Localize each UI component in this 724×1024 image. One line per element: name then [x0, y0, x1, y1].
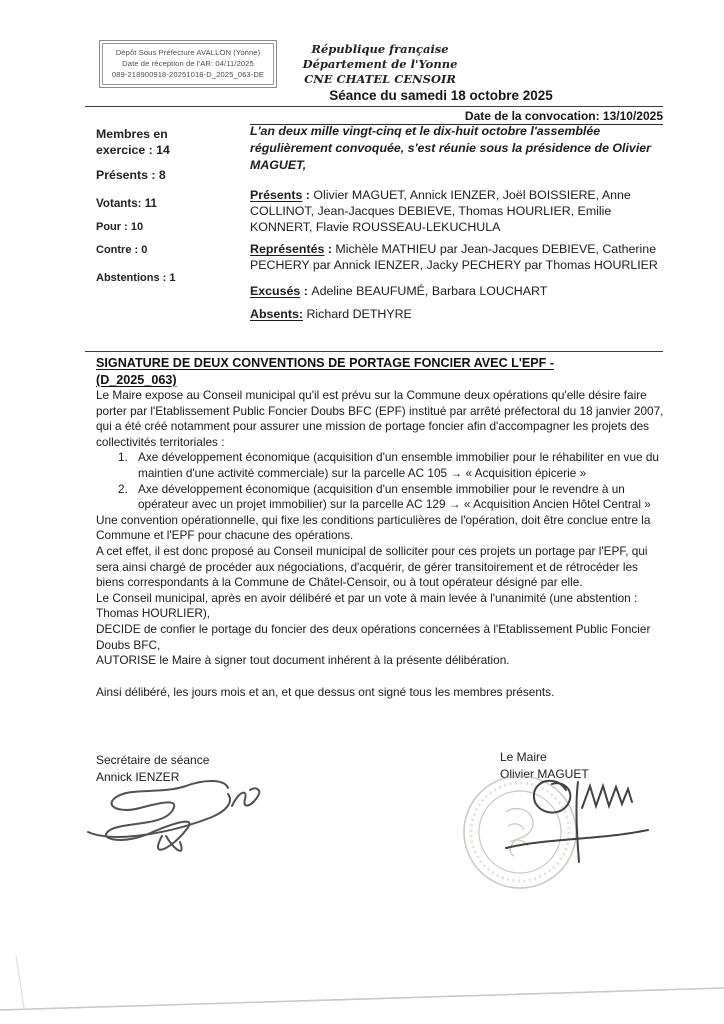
secretary-name: Annick IENZER — [96, 770, 180, 784]
attendance-representes-sep: : — [324, 242, 336, 257]
counter-contre: Contre : 0 — [96, 244, 148, 257]
attendance-representes — [250, 242, 663, 273]
department-line: Département de l'Yonne — [302, 57, 458, 72]
header-divider — [85, 106, 663, 107]
list-item — [118, 482, 665, 513]
vote-counters — [96, 127, 218, 285]
attendance-representes-label: Représentés — [250, 242, 325, 257]
section-divider — [85, 351, 663, 352]
deliberation-body — [96, 388, 665, 700]
mayor-name: Olivier MAGUET — [500, 767, 589, 781]
attendance-excuses-label: Excusés — [250, 284, 301, 299]
attendance-presents — [250, 188, 663, 235]
republic-header — [300, 42, 460, 88]
paragraph-autorise: AUTORISE le Maire à signer tout document inhérent à la présente délibération. — [96, 653, 510, 668]
attendance-excuses-sep: : — [300, 284, 312, 299]
attendance-excuses-names: Adeline BEAUFUMÉ, Barbara LOUCHART — [311, 284, 548, 299]
stamp-line-act-reference: 089-218900918-20251018-D_2025_063-DE — [111, 70, 265, 79]
session-title: Séance du samedi 18 octobre 2025 — [329, 88, 553, 103]
scan-page-edge — [0, 950, 724, 1024]
attendance-presents-names: Olivier MAGUET, Annick IENZER, Joël BOISSIERE, Anne COLLINOT, Jean-Jacques DEBIEVE, Thomas HOURLIER, Emilie KONNERT, Flavie ROUSSEAU-LEKUCHULA — [250, 188, 631, 234]
attendance-absents-label: Absents: — [250, 306, 304, 321]
secretary-handwritten-signature — [82, 772, 282, 872]
session-column — [250, 123, 663, 330]
list-item-number: 2. — [118, 481, 128, 496]
convocation-date: Date de la convocation: 13/10/2025 — [250, 109, 663, 125]
paragraph-convention: Une convention opérationnelle, qui fixe les conditions particulières de l'opération, doit être conclue entre la Commune et l'EPF pour chacune des opérations. — [96, 512, 651, 543]
deliberation-title-line2: (D_2025_063) — [96, 372, 177, 387]
counter-presents: Présents : 8 — [96, 167, 166, 182]
paragraph-expose: Le Maire expose au Conseil municipal qu'il est prévu sur la Commune deux opérations qu'elle désire faire porter par l'Etablissement Public Foncier Doubs BFC (EPF) institué par arrêté préfectoral du 18 janvier 2007, qui a été créé notamment pour assurer une mission de portage foncier afin d'accompagner les projets des collectivités territoriales : — [96, 388, 664, 449]
list-item — [118, 450, 665, 481]
mayor-official-seal-and-signature — [448, 766, 673, 901]
counter-abstentions: Abstentions : 1 — [96, 271, 176, 284]
attendance-absents-names: Richard DETHYRE — [306, 306, 412, 321]
stamp-line-reception-date: Date de réception de l'AR: 04/11/2025 — [122, 59, 254, 68]
republic-line: République française — [311, 42, 449, 56]
attendance-presents-label: Présents — [250, 188, 303, 203]
mayor-role: Le Maire — [500, 750, 547, 764]
attendance-representes-names: Michèle MATHIEU par Jean-Jacques DEBIEVE, Catherine PECHERY par Annick IENZER, Jacky PECHERY par Thomas HOURLIER — [250, 242, 658, 272]
paragraph-vote: Le Conseil municipal, après en avoir délibéré et par un vote à main levée à l'unanimité (une abstention : Thomas HOURLIER), — [96, 590, 638, 621]
paragraph-proposition: A cet effet, il est donc proposé au Conseil municipal de solliciter pour ces projets un portage par l'EPF, qui sera ainsi chargé de procéder aux négociations, d'acquérir, de gérer transitoirement et de rétrocéder les biens correspondants à la Commune de Châtel-Censoir, ou à tout opérateur désigné par elle. — [96, 543, 648, 590]
attendance-presents-sep: : — [302, 188, 314, 203]
list-item-text: Axe développement économique (acquisition d'un ensemble immobilier pour le revendre à un opérateur avec un projet immobilier) sur la parcelle AC 129 → « Acquisition Ancien Hôtel Central » — [138, 481, 651, 512]
stamp-line-office: Dépôt Sous Préfecture AVALLON (Yonne) — [115, 48, 261, 57]
commune-line: CNE CHATEL CENSOIR — [304, 72, 456, 87]
prefecture-deposit-stamp — [99, 40, 277, 88]
official-seal — [464, 776, 576, 888]
secretary-role: Secrétaire de séance — [96, 753, 210, 767]
counter-pour: Pour : 10 — [96, 221, 144, 234]
deliberation-title-line1: SIGNATURE DE DEUX CONVENTIONS DE PORTAGE FONCIER AVEC L'EPF - — [96, 356, 555, 370]
paragraph-closing: Ainsi délibéré, les jours mois et an, et que dessus ont signé tous les membres présents. — [96, 684, 555, 699]
operations-list — [118, 450, 665, 512]
counter-votants: Votants: 11 — [96, 196, 157, 210]
session-intro: L'an deux mille vingt-cinq et le dix-huit octobre l'assemblée régulièrement convoquée, s'est réunie sous la présidence de Olivier MAGUET, — [250, 124, 651, 172]
list-item-number: 1. — [118, 450, 128, 465]
counter-membres: Membres en exercice : 14 — [96, 127, 170, 157]
deliberation-title — [96, 355, 663, 388]
attendance-absents — [250, 307, 663, 323]
list-item-text: Axe développement économique (acquisition d'un ensemble immobilier pour le réhabiliter en vue du maintien d'une activité commerciale) sur la parcelle AC 105 → « Acquisition épicerie » — [138, 450, 659, 480]
paragraph-decide: DECIDE de confier le portage du foncier des deux opérations concernées à l'Etablissement Public Foncier Doubs BFC, — [96, 621, 651, 652]
attendance-excuses — [250, 284, 663, 300]
